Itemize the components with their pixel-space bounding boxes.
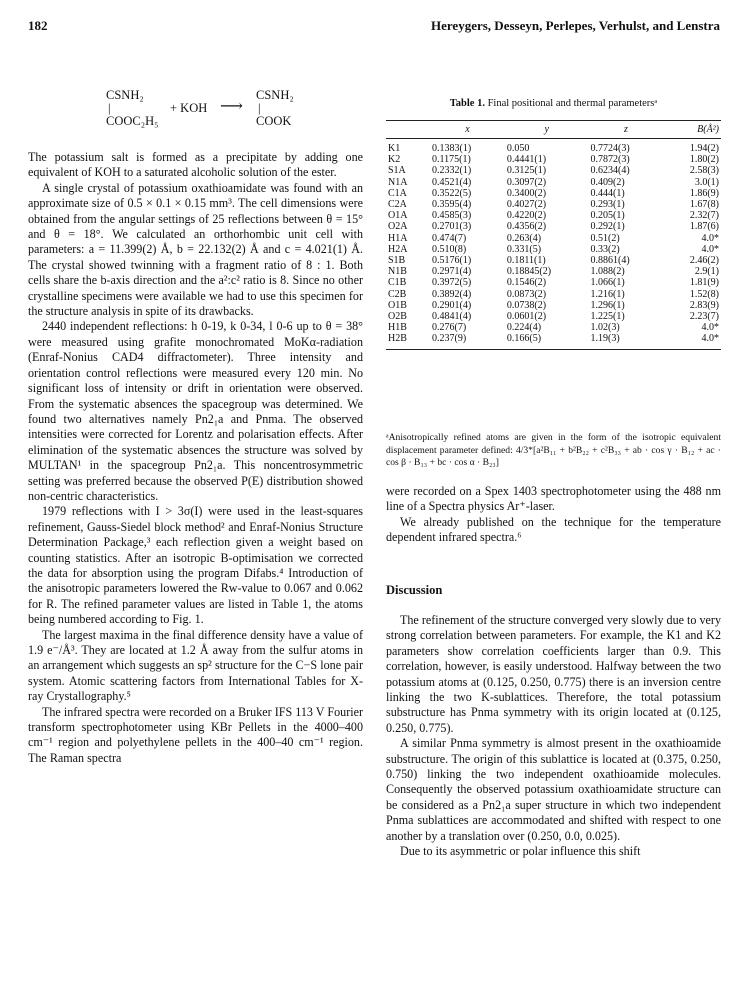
atom-cell: C2B: [388, 288, 407, 300]
table-row: [386, 199, 721, 210]
left-column: [28, 70, 363, 766]
value-cell: 0.4356(2): [506, 221, 547, 233]
atom-cell: H1B: [388, 322, 407, 334]
table-header: [386, 121, 430, 139]
table-row: [386, 266, 721, 277]
value-cell: 0.3125(1): [506, 165, 547, 177]
atom-cell: K1: [388, 143, 401, 154]
paragraph: A single crystal of potassium oxathioamidate was found with an approximate size of 0.5 × 0.1 × 0.15 mm³. The cell dimensions were obtained from the angular settings of 25 reflections between θ = 15° and θ = 18°. We calculated an orthorhombic unit cell with parameters: a = 11.399(2) Å, b = 22.132(2) Å and c = 4.021(1) Å. The crystal showed twinning with a fragment ratio of 8 : 1. Both cells share the b-axis direction and the a²:c² ratio is 8. Since no other crystalline specimens were available we had to use this specimen for the structure analysis in spite of its drawbacks.: [28, 180, 363, 319]
value-cell: 0.4027(2): [506, 199, 547, 211]
table-row: [386, 188, 721, 199]
value-cell: 0.4841(4): [432, 311, 472, 323]
value-cell: 0.1383(1): [432, 143, 472, 154]
table-row: [386, 154, 721, 165]
page-header: [28, 18, 720, 38]
value-cell: 0.224(4): [506, 322, 542, 334]
table-header: y: [505, 121, 589, 139]
value-cell: 0.1175(1): [432, 154, 471, 166]
table-caption-label: Table 1.: [449, 98, 485, 109]
paragraph: The infrared spectra were recorded on a Bruker IFS 113 V Fourier transform spectrophotometer using KBr Pellets in the 4000–400 cm⁻¹ region and polyethylene pellets in the 400–40 cm⁻¹ region. The Raman spectra: [28, 704, 363, 765]
value-cell: 2.32(7): [689, 210, 719, 222]
value-cell: 0.292(1): [590, 221, 625, 233]
table-row: [386, 277, 721, 288]
value-cell: 2.58(3): [689, 165, 719, 177]
value-cell: 0.331(5): [506, 243, 542, 255]
value-cell: 4.0*: [701, 232, 719, 244]
value-cell: 0.474(7): [432, 232, 467, 244]
value-cell: 1.80(2): [689, 154, 719, 166]
value-cell: 0.7724(3): [590, 143, 630, 154]
value-cell: 0.3892(4): [432, 288, 472, 300]
atom-cell: O2B: [388, 311, 407, 323]
value-cell: 0.0601(2): [506, 311, 547, 323]
atom-cell: N1A: [388, 176, 408, 188]
value-cell: 1.088(2): [590, 266, 625, 278]
value-cell: 0.293(1): [590, 199, 625, 211]
atom-cell: S1B: [388, 255, 406, 267]
value-cell: 0.33(2): [590, 243, 620, 255]
discussion-text: [386, 613, 721, 860]
table-caption-text: Final positional and thermal parametersᵃ: [487, 98, 658, 109]
value-cell: 0.1811(1): [506, 255, 546, 267]
paragraph: We already published on the technique for the temperature dependent infrared spectra.⁶: [386, 514, 721, 545]
value-cell: 0.7872(3): [590, 154, 630, 166]
value-cell: 0.4220(2): [506, 210, 547, 222]
reactant-bottom: COOC₂H₅: [106, 114, 159, 128]
page-number: 182: [28, 18, 48, 33]
value-cell: 0.3595(4): [432, 199, 472, 211]
value-cell: 0.050: [506, 143, 530, 154]
paragraph: 2440 independent reflections: h 0-19, k 0-34, l 0-6 up to θ = 38° were measured using grafite monochromated MoKα-radiation (Enraf-Nonius CAD4 diffractometer). Three intensity and orientation control reflections were measured every 120 min. No significant loss of intensity or drift in orientation were observed. From the systematic absences the spacegroup was determined. We found two alternatives namely Pn2₁a and Pnma. The observed intensities were corrected for Lorentz and polarisation effects. After elimination of the systematic absences the structure was solved by MULTAN¹ in the spacegroup Pn2₁a. This noncentrosymmetric setting was preferred because the observed P(E) distribution showed non-centric characteristics.: [28, 319, 363, 503]
value-cell: 4.0*: [701, 322, 719, 334]
value-cell: 0.166(5): [505, 333, 589, 349]
value-cell: 0.510(8): [432, 243, 467, 255]
product-top: CSNH₂: [256, 88, 294, 102]
product-bond: |: [258, 101, 261, 115]
value-cell: 0.6234(4): [590, 165, 630, 177]
table-row: [386, 322, 721, 333]
value-cell: 1.67(8): [689, 199, 719, 211]
paragraph: Due to its asymmetric or polar influence this shift: [400, 844, 641, 859]
paragraph: The potassium salt is formed as a precipitate by adding one equivalent of KOH to a saturated alcoholic solution of the ester.: [28, 150, 363, 180]
table-row: [386, 177, 721, 188]
atom-cell: N1B: [388, 266, 407, 278]
value-cell: 0.3522(5): [432, 187, 472, 199]
value-cell: 0.3097(2): [506, 176, 547, 188]
paragraph: The refinement of the structure converged very slowly due to very strong correlation between parameters. For example, the K1 and K2 parameters show correlation coefficients larger than 0.9. This correlation, however, is easily understood. Halfway between the two potassium atoms at (0.125, 0.250, 0.775) there is an inversion centre linking the two K-sublattices. Therefore, the total potassium substructure has Pnma symmetry with its origin located at (0.125, 0.250, 0.775).: [386, 613, 721, 735]
value-cell: 0.4585(3): [432, 210, 472, 222]
value-cell: 0.2971(4): [432, 266, 472, 278]
value-cell: 0.3400(2): [506, 187, 547, 199]
value-cell: 0.5176(1): [432, 255, 472, 267]
table-row: [386, 244, 721, 255]
value-cell: 1.066(1): [590, 277, 625, 289]
value-cell: 0.276(7): [432, 322, 467, 334]
value-cell: 1.19(3): [589, 333, 664, 349]
reaction-arrow: ⟶: [220, 98, 243, 115]
atom-cell: O2A: [388, 221, 408, 233]
table-caption: [386, 98, 721, 109]
value-cell: 0.2332(1): [432, 165, 472, 177]
value-cell: 0.0738(2): [506, 299, 547, 311]
reagent: + KOH: [170, 101, 208, 115]
value-cell: 3.0(1): [694, 176, 719, 188]
value-cell: 0.409(2): [590, 176, 625, 188]
value-cell: 2.23(7): [689, 311, 719, 323]
value-cell: 1.216(1): [590, 288, 625, 300]
value-cell: 0.4521(4): [432, 176, 472, 188]
parameters-table: [386, 120, 721, 350]
value-cell: 2.9(1): [694, 266, 719, 278]
value-cell: 2.46(2): [689, 255, 719, 267]
table-row: [386, 139, 721, 155]
atom-cell: H2A: [388, 243, 408, 255]
value-cell: 1.81(9): [689, 277, 719, 289]
product-bottom: COOK: [256, 114, 292, 128]
table-row: [386, 165, 721, 176]
value-cell: 1.94(2): [689, 143, 719, 154]
value-cell: 1.225(1): [590, 311, 625, 323]
atom-cell: O1A: [388, 210, 408, 222]
value-cell: 0.18845(2): [506, 266, 552, 278]
value-cell: 1.52(8): [689, 288, 719, 300]
reactant-bond: |: [108, 101, 111, 115]
table-row: [386, 255, 721, 266]
value-cell: 0.444(1): [590, 187, 625, 199]
reactant-top: CSNH₂: [106, 88, 144, 102]
atom-cell: K2: [388, 154, 401, 166]
value-cell: 1.86(9): [689, 187, 719, 199]
table-row: [386, 333, 721, 349]
table-footnote: ᵃAnisotropically refined atoms are given in the form of the isotropic equivalent displacement parameter defined: 4/3*[a²B₁₁ + b²B₂₂ + c²B₃₃ + ab · cos γ · B₁₂ + ac · cos β · B₁₃ + bc · cos α · B₂₃]: [386, 432, 721, 468]
paragraph: 1979 reflections with I > 3σ(I) were used in the least-squares refinement, Gauss-Siedel block method² and Enraf-Nonius Structure Determination Package,³ each reflection given a weight based on counting statistics. After an isotropic B-optimisation we corrected the data for absorption using the program Difabs.⁴ Introduction of the anisotropic parameters lowered the Rw-value to 0.067 and 0.062 for R. The refined parameter values are listed in Table 1, the atoms being numbered according to Fig. 1.: [28, 504, 363, 627]
value-cell: 0.0873(2): [506, 288, 547, 300]
atom-cell: C1B: [388, 277, 407, 289]
paragraph: The largest maxima in the final difference density have a value of 1.9 e⁻/Å³. They are located at 1.2 Å away from the sulfur atoms in an arrangement which suggests an sp² structure for the C−S lone pair system. Atomic scattering factors from International Tables for X-ray Crystallography.⁵: [28, 627, 363, 704]
table-row: [386, 311, 721, 322]
reaction-equation: [28, 70, 363, 150]
table-header: B(Å²): [663, 121, 721, 139]
atom-cell: C2A: [388, 199, 407, 211]
table-header: z: [589, 121, 664, 139]
paragraph: A similar Pnma symmetry is almost present in the oxathioamide substructure. The origin of this sublattice is located at (0.375, 0.250, 0.750) linking the two independent oxathioamide molecules. Consequently the observed potassium oxathioamidate structure can be considered as a Pn2₁a super structure in which two independent Pnma sublattices are accommodated and shifted with respect to one another by a translation over (0.250, 0.0, 0.025).: [386, 736, 721, 843]
value-cell: 0.263(4): [506, 232, 542, 244]
section-heading: Discussion: [386, 583, 443, 597]
table-header: x: [430, 121, 505, 139]
table-row: [386, 300, 721, 311]
value-cell: 0.205(1): [590, 210, 625, 222]
value-cell: 0.51(2): [590, 232, 620, 244]
value-cell: 0.3972(5): [432, 277, 472, 289]
atom-cell: S1A: [388, 165, 406, 177]
table-row: [386, 289, 721, 300]
value-cell: 0.2701(3): [432, 221, 472, 233]
value-cell: 0.2901(4): [432, 299, 472, 311]
value-cell: 0.237(9): [430, 333, 505, 349]
value-cell: 0.4441(1): [506, 154, 547, 166]
value-cell: 4.0*: [701, 243, 719, 255]
table-row: [386, 221, 721, 232]
value-cell: 0.1546(2): [506, 277, 547, 289]
value-cell: 1.02(3): [590, 322, 620, 334]
value-cell: 4.0*: [663, 333, 721, 349]
running-authors: Hereygers, Desseyn, Perlepes, Verhulst, and Lenstra: [431, 18, 720, 33]
atom-cell: O1B: [388, 299, 407, 311]
atom-cell: H2B: [386, 333, 430, 349]
value-cell: 0.8861(4): [590, 255, 630, 267]
right-column-text: [386, 484, 721, 546]
table-header-row: [386, 121, 721, 139]
value-cell: 1.296(1): [590, 299, 625, 311]
paragraph: were recorded on a Spex 1403 spectrophotometer using the 488 nm line of a Spectra physics Ar⁺-laser.: [386, 484, 721, 514]
value-cell: 1.87(6): [689, 221, 719, 233]
atom-cell: H1A: [388, 232, 408, 244]
table-row: [386, 210, 721, 221]
table-row: [386, 233, 721, 244]
atom-cell: C1A: [388, 187, 407, 199]
value-cell: 2.83(9): [689, 299, 719, 311]
